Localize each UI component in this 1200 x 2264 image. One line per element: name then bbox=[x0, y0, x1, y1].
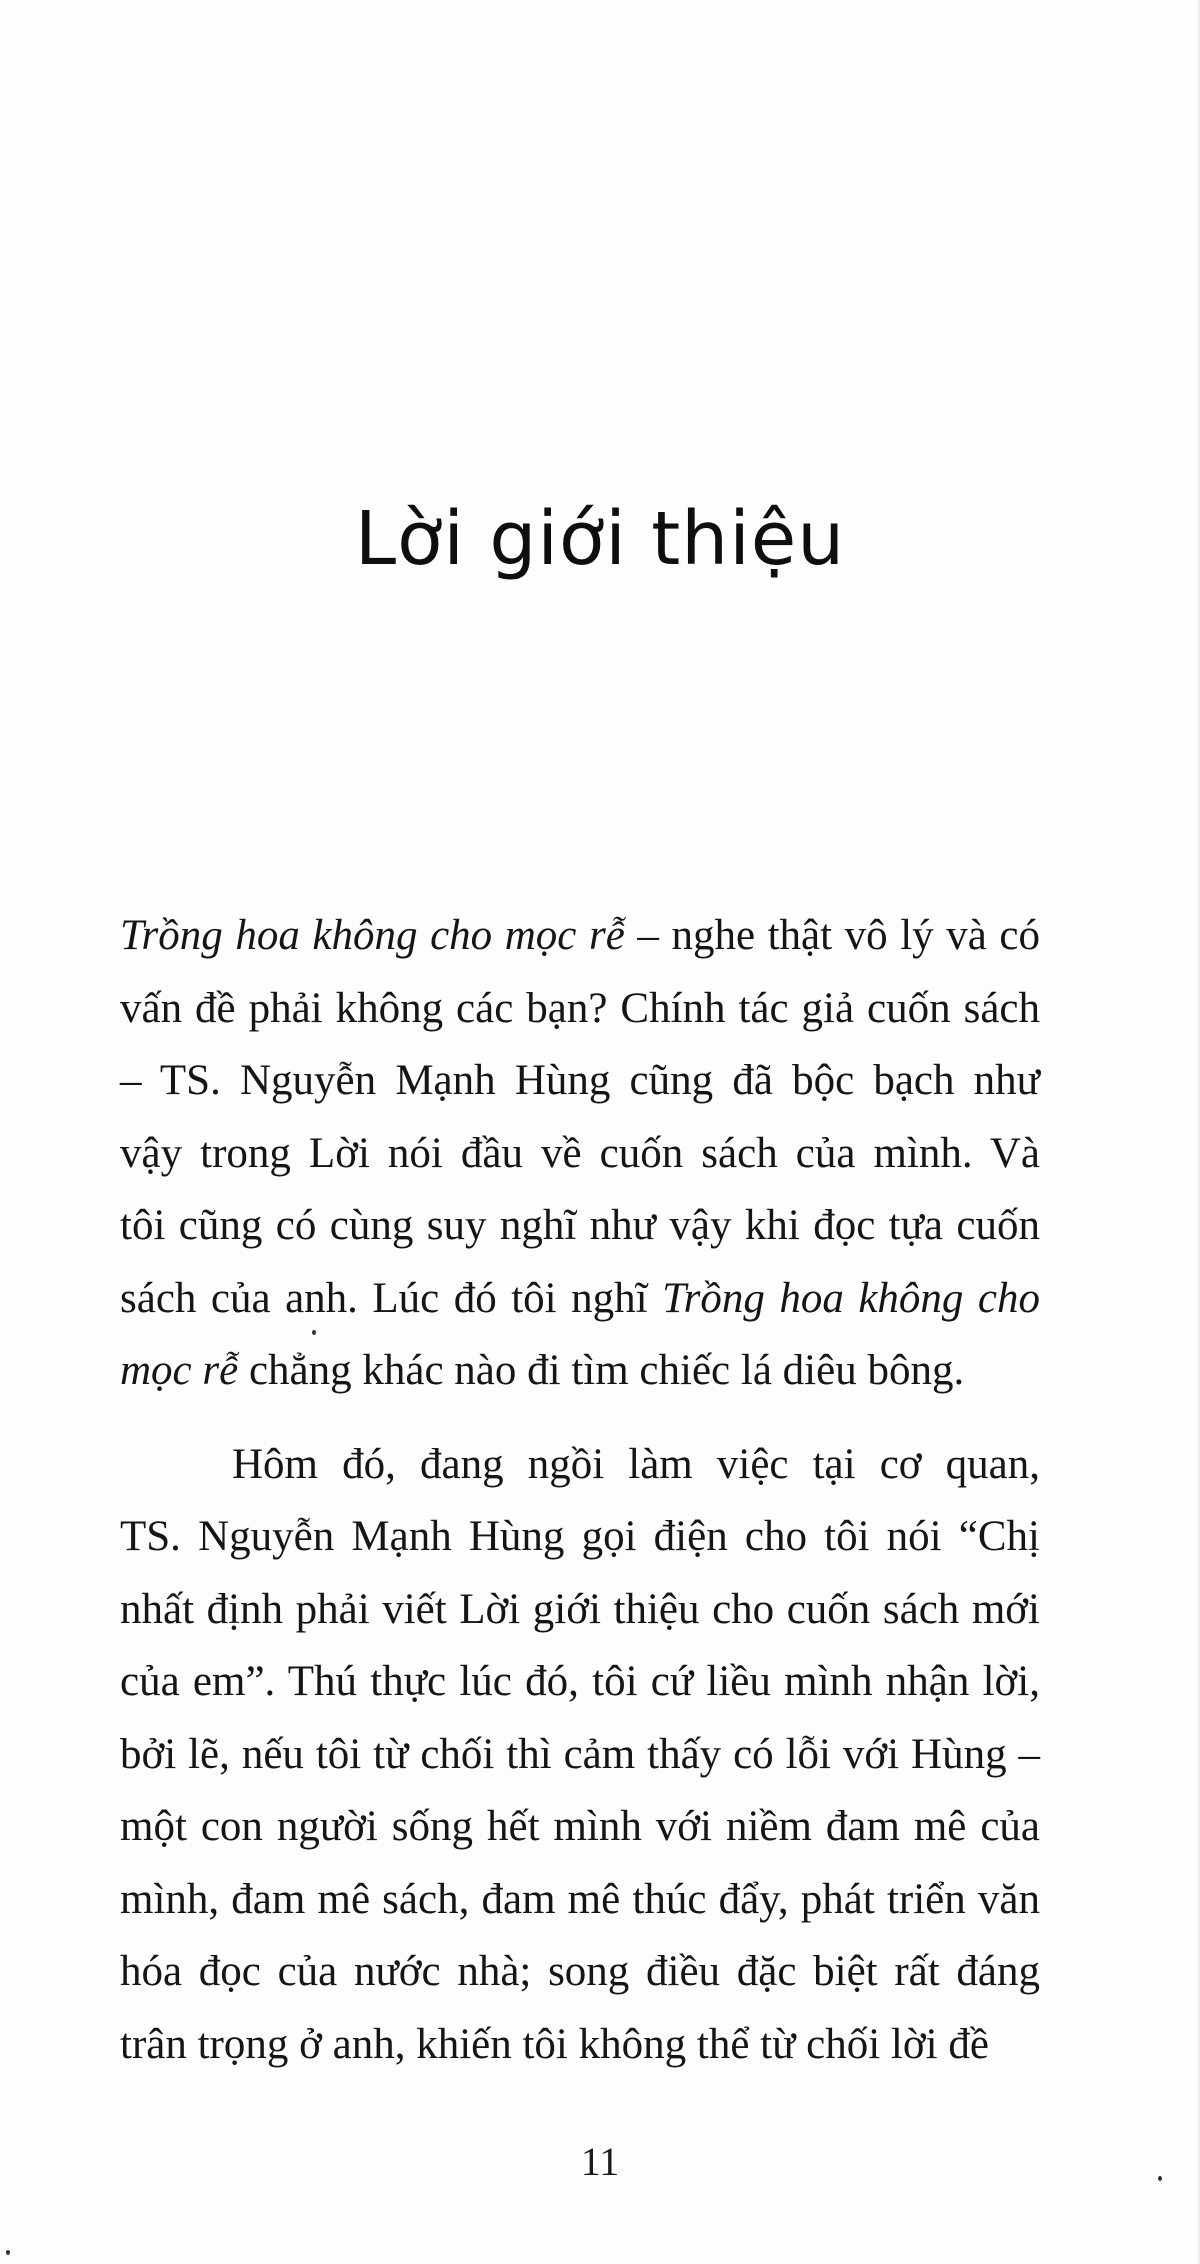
text-line bbox=[120, 1190, 1040, 1263]
text-run: bởi lẽ, nếu tôi từ chối thì cảm thấy có lỗi với Hùng – bbox=[120, 1730, 1040, 1778]
text-run: nhất định phải viết Lời giới thiệu cho cuốn sách mới bbox=[120, 1585, 1040, 1633]
text-run: sách của anh. Lúc đó tôi nghĩ bbox=[120, 1274, 663, 1322]
text-run: – TS. Nguyễn Mạnh Hùng cũng đã bộc bạch như bbox=[120, 1057, 1040, 1104]
text-run: vậy trong Lời nói đầu về cuốn sách của mình. Và bbox=[120, 1129, 1040, 1177]
text-run: vấn đề phải không các bạn? Chính tác giả cuốn sách bbox=[120, 984, 1040, 1032]
text-line bbox=[120, 1936, 1040, 2009]
text-line bbox=[120, 1791, 1040, 1864]
text-line bbox=[120, 1335, 1040, 1408]
print-speck bbox=[6, 2250, 10, 2255]
text-run: của em”. Thú thực lúc đó, tôi cứ liều mình nhận lời, bbox=[120, 1658, 1040, 1705]
text-run: TS. Nguyễn Mạnh Hùng gọi điện cho tôi nói “Chị bbox=[120, 1513, 1040, 1560]
print-speck bbox=[1158, 2176, 1162, 2181]
print-speck bbox=[312, 1330, 316, 1335]
text-run: trân trọng ở anh, khiến tôi không thể từ chối lời đề bbox=[120, 2020, 989, 2068]
text-run: mình, đam mê sách, đam mê thúc đẩy, phát triển văn bbox=[120, 1875, 1040, 1923]
text-line bbox=[120, 1045, 1040, 1118]
text-line bbox=[120, 1501, 1040, 1574]
body-text bbox=[120, 900, 1040, 2081]
text-line bbox=[120, 1263, 1040, 1336]
italic-book-title: Trồng hoa không cho bbox=[662, 1274, 1040, 1322]
text-line bbox=[120, 1864, 1040, 1937]
text-line bbox=[120, 1646, 1040, 1719]
page-edge-shadow bbox=[1196, 0, 1200, 2264]
text-line bbox=[120, 1118, 1040, 1191]
italic-book-title: mọc rễ bbox=[120, 1347, 239, 1394]
text-run: tôi cũng có cùng suy nghĩ như vậy khi đọc tựa cuốn bbox=[120, 1202, 1040, 1249]
text-line bbox=[120, 900, 1040, 973]
text-line bbox=[120, 973, 1040, 1046]
text-run: một con người sống hết mình với niềm đam mê của bbox=[120, 1803, 1040, 1850]
text-line bbox=[120, 2009, 1040, 2082]
paragraph bbox=[120, 1429, 1040, 2082]
text-run: hóa đọc của nước nhà; song điều đặc biệt rất đáng bbox=[120, 1948, 1040, 1995]
text-run: chẳng khác nào đi tìm chiếc lá diêu bông. bbox=[238, 1347, 965, 1394]
paragraph bbox=[120, 900, 1040, 1408]
italic-book-title: Trồng hoa không cho mọc rễ bbox=[120, 912, 625, 959]
chapter-title: Lời giới thiệu bbox=[354, 496, 846, 582]
text-line bbox=[120, 1719, 1040, 1792]
text-run: – nghe thật vô lý và có bbox=[624, 912, 1041, 959]
text-run: Hôm đó, đang ngồi làm việc tại cơ quan, bbox=[232, 1440, 1040, 1488]
text-line bbox=[120, 1574, 1040, 1647]
page-number: 11 bbox=[580, 2139, 620, 2184]
text-line bbox=[120, 1429, 1040, 1502]
